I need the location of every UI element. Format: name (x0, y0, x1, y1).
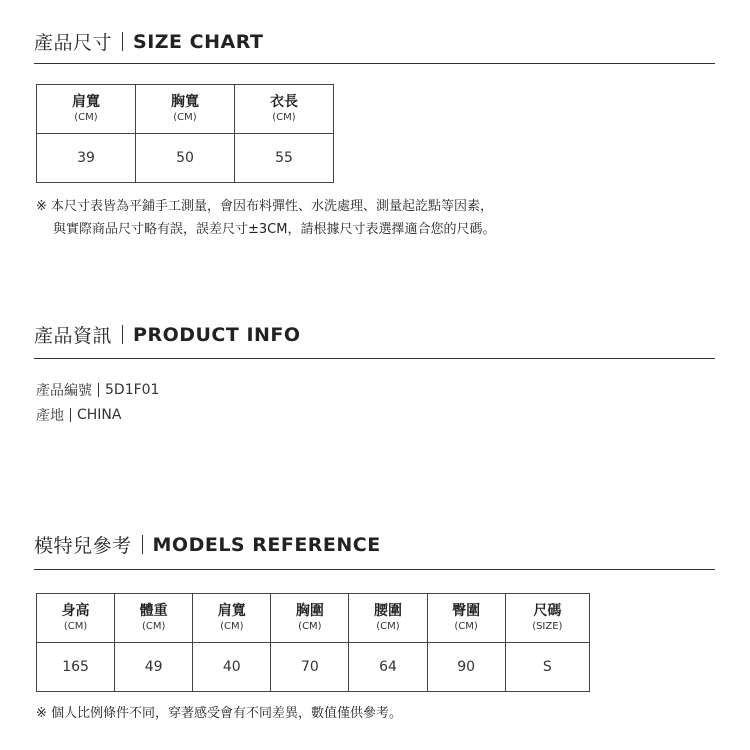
models-reference-table (36, 593, 590, 692)
models-value-cell: 40 (193, 643, 271, 692)
product-number-value: 5D1F01 (105, 382, 160, 398)
models-reference-title-en: MODELS REFERENCE (152, 533, 381, 556)
column-unit: (CM) (220, 621, 244, 632)
column-name: 肩寬 (72, 94, 100, 110)
models-value-cell: 49 (115, 643, 193, 692)
origin-row (36, 405, 121, 425)
size-chart-header-row (37, 85, 334, 134)
column-name: 腰圍 (373, 603, 402, 619)
size-chart-header-cell (136, 85, 235, 134)
size-chart-note-line2: 與實際商品尺寸略有誤，誤差尺寸±3CM，請根據尺寸表選擇適合您的尺碼。 (53, 222, 496, 237)
product-info-title (34, 321, 301, 348)
column-name: 胸寬 (171, 94, 199, 110)
column-unit: (CM) (63, 621, 88, 632)
size-chart-note-line1: ※ 本尺寸表皆為平鋪手工測量，會因布料彈性、水洗處理、測量起訖點等因素， (36, 199, 494, 214)
size-chart-title (34, 28, 263, 55)
product-number-label: 產品編號 (36, 383, 92, 399)
size-chart-rule (34, 63, 715, 64)
product-info-rule (34, 358, 715, 359)
column-unit: (CM) (298, 621, 322, 632)
size-chart-note (36, 195, 495, 241)
column-name: 肩寬 (217, 603, 246, 619)
models-value-row (37, 643, 590, 692)
column-unit: (CM) (272, 112, 296, 123)
column-name: 衣長 (270, 94, 298, 110)
column-name: 體重 (139, 603, 168, 619)
column-name: 身高 (61, 603, 90, 619)
models-header-cell (115, 594, 193, 643)
models-value-cell: 70 (271, 643, 349, 692)
models-value-cell: 165 (37, 643, 115, 692)
models-reference-title (34, 531, 381, 558)
models-reference-title-zh: 模特兒參考 (34, 535, 132, 557)
models-value-cell: S (505, 643, 589, 692)
title-divider (122, 32, 123, 51)
info-divider (98, 383, 99, 397)
column-unit: (SIZE) (532, 621, 563, 632)
product-number-row (36, 380, 159, 400)
models-header-cell (505, 594, 589, 643)
size-chart-value-cell: 55 (235, 134, 334, 183)
title-divider (122, 325, 123, 344)
column-unit: (CM) (376, 621, 400, 632)
size-chart-title-zh: 產品尺寸 (34, 32, 113, 54)
size-chart-value-cell: 39 (37, 134, 136, 183)
column-name: 臀圍 (452, 603, 481, 619)
size-chart-value-cell: 50 (136, 134, 235, 183)
info-divider (70, 408, 71, 422)
column-name: 尺碼 (533, 603, 562, 619)
column-unit: (CM) (141, 621, 166, 632)
models-header-cell (193, 594, 271, 643)
models-value-cell: 64 (349, 643, 427, 692)
product-info-title-zh: 產品資訊 (34, 325, 113, 347)
origin-label: 產地 (36, 408, 64, 424)
column-name: 胸圍 (295, 603, 324, 619)
models-header-cell (349, 594, 427, 643)
models-header-cell (427, 594, 505, 643)
size-chart-header-cell (235, 85, 334, 134)
models-header-row (37, 594, 590, 643)
size-chart-value-row (37, 134, 334, 183)
models-value-cell: 90 (427, 643, 505, 692)
product-info-title-en: PRODUCT INFO (133, 323, 301, 346)
models-header-cell (271, 594, 349, 643)
size-chart-header-cell (37, 85, 136, 134)
models-reference-note: ※ 個人比例條件不同，穿著感受會有不同差異，數值僅供參考。 (36, 706, 403, 721)
size-chart-table (36, 84, 334, 183)
models-header-cell (37, 594, 115, 643)
size-chart-title-en: SIZE CHART (133, 30, 264, 53)
column-unit: (CM) (173, 112, 197, 123)
column-unit: (CM) (454, 621, 478, 632)
title-divider (142, 535, 143, 554)
column-unit: (CM) (74, 112, 98, 123)
models-reference-rule (34, 569, 715, 570)
origin-value: CHINA (77, 407, 122, 423)
